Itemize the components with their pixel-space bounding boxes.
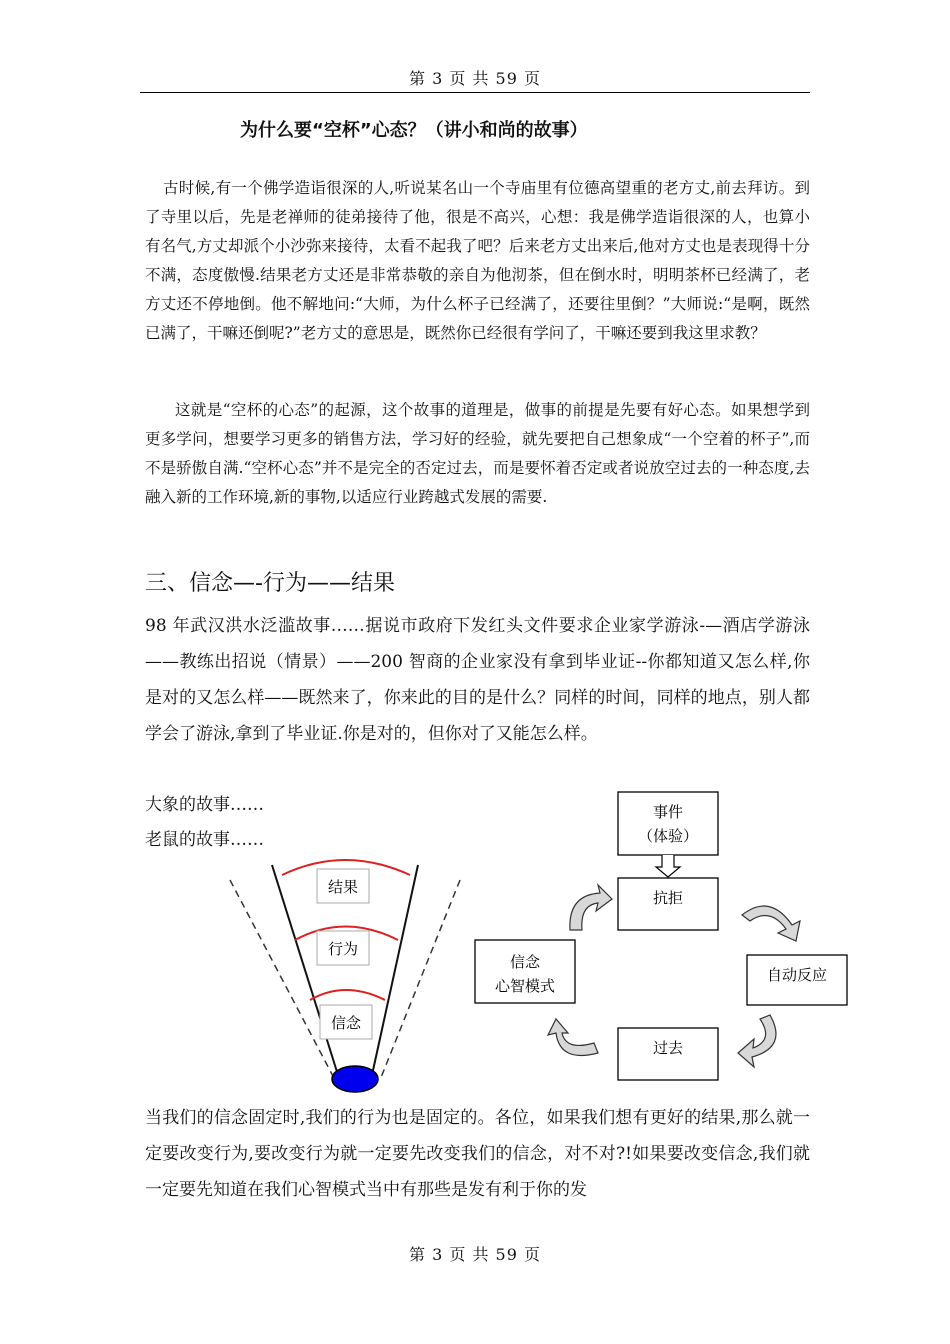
mental-model-label: 心智模式	[494, 977, 556, 995]
cone-diagram	[220, 855, 470, 1095]
cone-base-ellipse	[332, 1066, 378, 1092]
event-box	[618, 792, 718, 855]
page-header: 第 3 页 共 59 页	[409, 69, 541, 88]
belief-arc	[310, 990, 385, 1000]
story-paragraph: 古时候,有一个佛学造诣很深的人,听说某名山一个寺庙里有位德高望重的老方丈,前去拜访。到了寺里以后，先是老禅师的徒弟接待了他，很是不高兴，心想：我是佛学造诣很深的人，也算小有名气,方丈却派个小沙弥来接待，太看不起我了吧？后来老方丈出来后,他对方丈也是表现得十分不满，态度傲慢.结果老方丈还是非常恭敬的亲自为他沏茶，但在倒水时，明明茶杯已经满了，老方丈还不停地倒。他不解地问:“大师，为什么杯子已经满了，还要往里倒？”大师说:“是啊，既然已满了，干嘛还倒呢?”老方丈的意思是，既然你已经很有学问了，干嘛还要到我这里求教？	[145, 179, 810, 342]
flood-story-paragraph: 98 年武汉洪水泛滥故事……据说市政府下发红头文件要求企业家学游泳-—酒店学游泳——教练出招说（情景）——200 智商的企业家没有拿到毕业证--你都知道又怎么样,你是对的又怎么样——既然来了，你来此的目的是什么？同样的时间，同样的地点，别人都学会了游泳,拿到了毕业证.你是对的，但你对了又能怎么样。	[145, 616, 810, 744]
belief-label: 信念	[330, 1014, 362, 1032]
closing-paragraph: 当我们的信念固定时,我们的行为也是固定的。各位，如果我们想有更好的结果,那么就一定要改变行为,要改变行为就一定要先改变我们的信念，对不对?!如果要改变信念,我们就一定要先知道在我们心智模式当中有那些是发有利于你的发	[145, 1108, 810, 1200]
result-label: 结果	[327, 878, 359, 896]
down-arrow-icon	[656, 855, 680, 877]
behavior-label: 行为	[327, 940, 359, 958]
curved-arrow-lower-left-icon	[548, 1019, 598, 1056]
curved-arrow-lower-right-icon	[738, 1015, 776, 1067]
elephant-story-line: 大象的故事……	[145, 795, 264, 815]
resist-label: 抗拒	[652, 889, 684, 907]
curved-arrow-upper-left-icon	[570, 885, 612, 930]
curved-arrow-upper-right-icon	[742, 906, 800, 941]
section-title: 为什么要“空杯”心态？（讲小和尚的故事）	[240, 120, 588, 141]
auto-react-label: 自动反应	[766, 966, 828, 984]
mouse-story-line: 老鼠的故事……	[145, 830, 264, 850]
moral-paragraph: 这就是“空杯的心态”的起源，这个故事的道理是，做事的前提是先要有好心态。如果想学到更多学问，想要学习更多的销售方法，学习好的经验，就先要把自己想象成“一个空着的杯子”,而不是骄傲自满.“空杯心态”并不是完全的否定过去，而是要怀着否定或者说放空过去的一种态度,去融入新的工作环境,新的事物,以适应行业跨越式发展的需要.	[145, 401, 810, 506]
cone-outer-left-dashed	[230, 880, 335, 1080]
event-sub-label: （体验）	[637, 827, 699, 845]
cycle-diagram	[470, 785, 855, 1085]
heading-belief-behavior-result: 三、信念—-行为——结果	[145, 571, 395, 596]
header-rule	[140, 92, 810, 93]
cone-right-edge	[372, 865, 418, 1075]
belief-label-cycle: 信念	[509, 953, 541, 971]
page-footer: 第 3 页 共 59 页	[409, 1245, 541, 1264]
event-label: 事件	[652, 803, 684, 821]
past-label: 过去	[652, 1039, 684, 1057]
